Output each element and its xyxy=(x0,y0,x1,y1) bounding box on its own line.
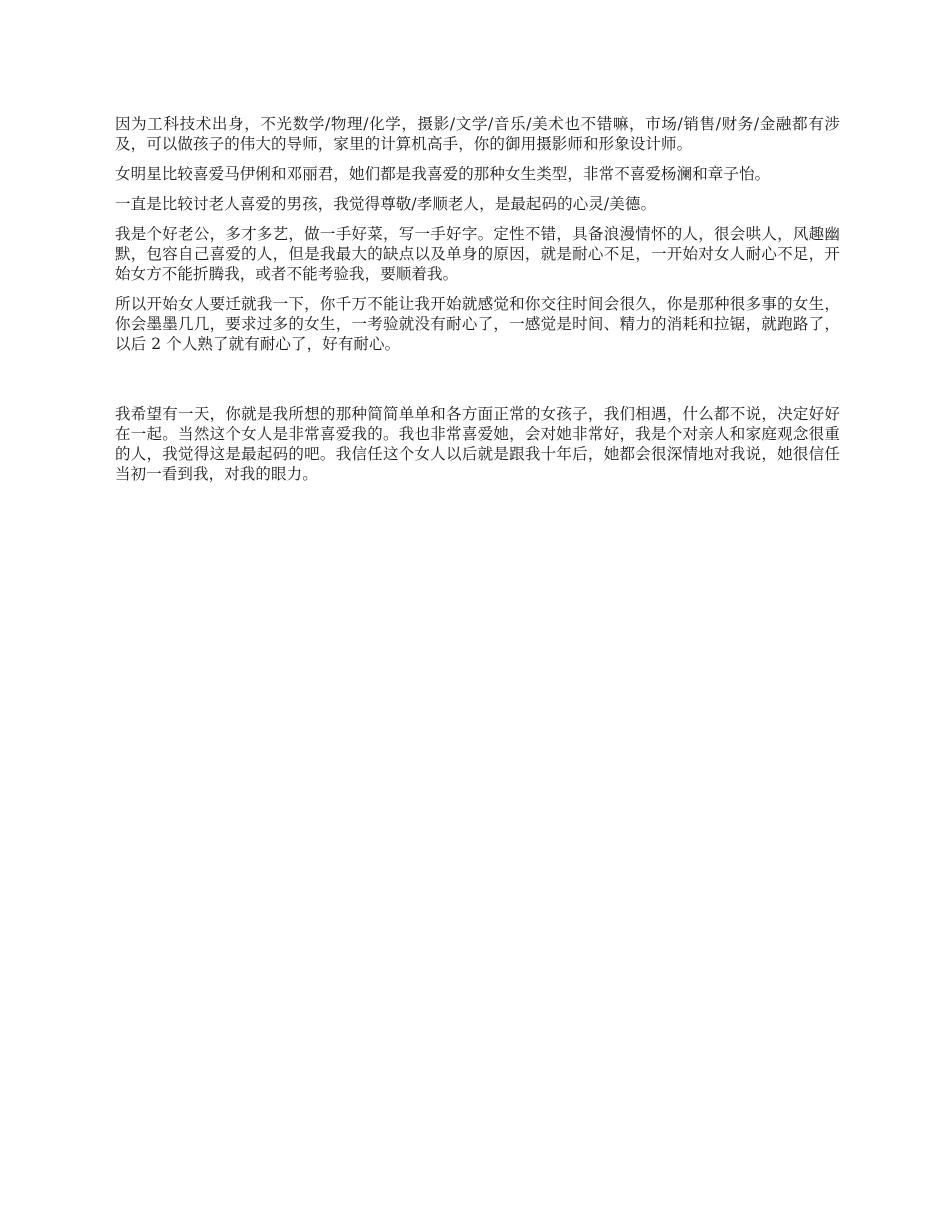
paragraph-husband: 我是个好老公，多才多艺，做一手好菜，写一手好字。定性不错，具备浪漫情怀的人，很会哄人，风趣幽默，包容自己喜爱的人，但是我最大的缺点以及单身的原因，就是耐心不足，一开始对女人耐心不足，开始女方不能折腾我，或者不能考验我，要顺着我。 xyxy=(115,225,840,283)
paragraph-spacer xyxy=(115,364,840,404)
document-body xyxy=(115,114,840,494)
paragraph-background: 因为工科技术出身，不光数学/物理/化学，摄影/文学/音乐/美术也不错嘛，市场/销售/财务/金融都有涉及，可以做孩子的伟大的导师，家里的计算机高手，你的御用摄影师和形象设计师。 xyxy=(115,115,840,153)
paragraph-elders: 一直是比较讨老人喜爱的男孩，我觉得尊敬/孝顺老人，是最起码的心灵/美德。 xyxy=(115,195,657,213)
paragraph-celebrities: 女明星比较喜爱马伊俐和邓丽君，她们都是我喜爱的那种女生类型，非常不喜爱杨澜和章子怡。 xyxy=(115,165,771,183)
paragraph-hope: 我希望有一天，你就是我所想的那种简简单单和各方面正常的女孩子，我们相遇，什么都不说，决定好好在一起。当然这个女人是非常喜爱我的。我也非常喜爱她，会对她非常好，我是个对亲人和家庭观念很重的人，我觉得这是最起码的吧。我信任这个女人以后就是跟我十年后，她都会很深情地对我说，她很信任当初一看到我，对我的眼力。 xyxy=(115,405,840,483)
paragraph-patience: 所以开始女人要迁就我一下，你千万不能让我开始就感觉和你交往时间会很久，你是那种很多事的女生，你会墨墨几几，要求过多的女生，一考验就没有耐心了，一感觉是时间、精力的消耗和拉锯，就跑路了，以后 2 个人熟了就有耐心了，好有耐心。 xyxy=(115,295,840,353)
